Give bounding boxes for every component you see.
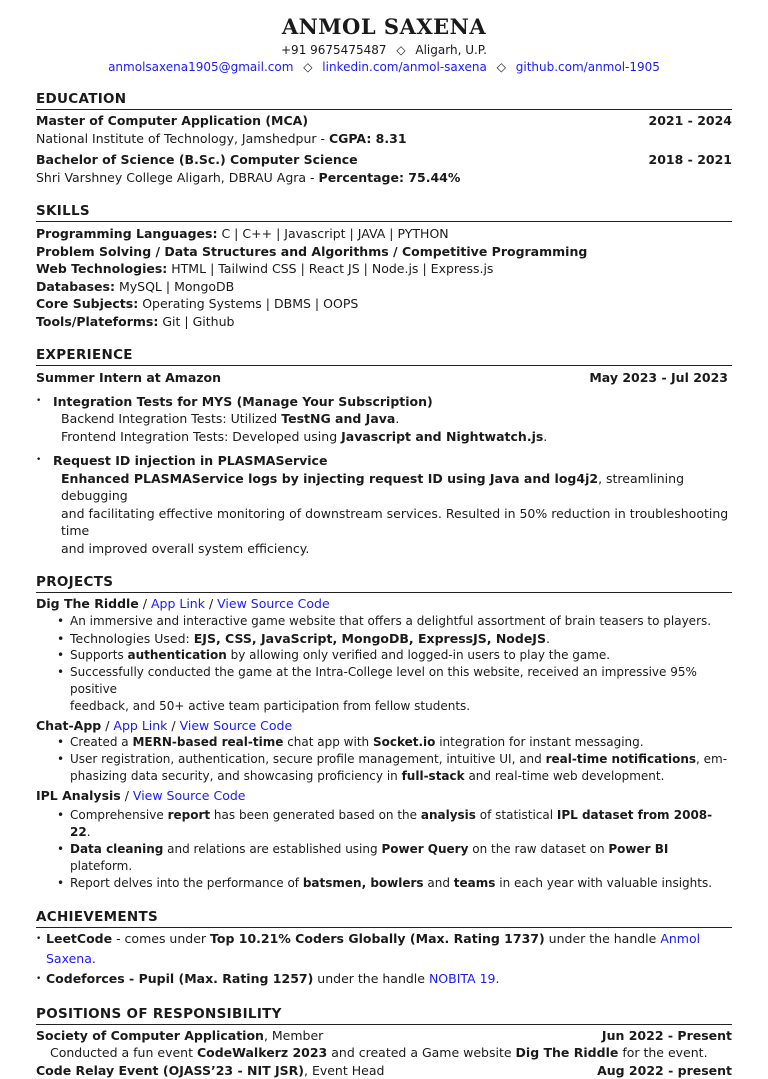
item-bold: report — [168, 808, 211, 822]
skill-value: Tailwind CSS — [218, 261, 296, 276]
experience-role: Summer Intern at Amazon — [36, 369, 221, 387]
skill-value: Git — [162, 314, 180, 329]
pipe-divider: | — [364, 261, 368, 276]
item-text: and created a Game website — [327, 1045, 515, 1060]
source-code-link[interactable]: View Source Code — [180, 718, 293, 733]
item-bold: Dig The Riddle — [516, 1045, 619, 1060]
pipe-divider: | — [184, 314, 188, 329]
candidate-name: ANMOL SAXENA — [36, 0, 732, 42]
skill-value: React JS — [309, 261, 360, 276]
handle-link[interactable]: Anmol Saxena — [46, 931, 700, 966]
project-title-row — [36, 595, 732, 613]
item-text: has been generated based on the — [210, 808, 421, 822]
pipe-divider: | — [266, 296, 270, 311]
experience-detail: and facilitating effective monitoring of downstream services. Resulted in 50% reduction in troubleshooting time — [53, 505, 732, 540]
project-bullets — [36, 613, 732, 715]
list-item — [36, 807, 732, 841]
degree-title: Master of Computer Application (MCA) — [36, 112, 308, 130]
experience-detail — [53, 470, 732, 505]
item-text: chat app with — [283, 735, 373, 749]
item-text: Conducted a fun event — [50, 1045, 197, 1060]
degree-title: Bachelor of Science (B.Sc.) Computer Science — [36, 151, 358, 169]
experience-detail: and improved overall system efficiency. — [53, 540, 732, 558]
skill-line — [36, 225, 732, 243]
item-bold: MERN-based real-time — [132, 735, 283, 749]
skill-value: Node.js — [372, 261, 419, 276]
skill-line: Problem Solving / Data Structures and Algorithms / Competitive Programming — [36, 243, 732, 261]
position-row — [36, 1027, 732, 1045]
item-bold: Data cleaning — [70, 842, 163, 856]
section-projects-heading: PROJECTS — [36, 573, 732, 593]
slash-divider: / — [125, 788, 133, 803]
project-name: Dig The Riddle — [36, 596, 139, 611]
pipe-divider: | — [315, 296, 319, 311]
item-bold: EJS, CSS, JavaScript, MongoDB, ExpressJS, NodeJS — [194, 631, 546, 646]
bullet-icon: • — [36, 393, 41, 411]
position-dates: Aug 2022 - present — [597, 1062, 732, 1079]
position-dates: Jun 2022 - Present — [602, 1027, 732, 1045]
detail-text: . — [543, 429, 547, 444]
pipe-divider: | — [301, 261, 305, 276]
detail-text: . — [395, 411, 399, 426]
email-link[interactable]: anmolsaxena1905@gmail.com — [108, 60, 293, 74]
separator-icon: ◇ — [497, 60, 506, 74]
location: Aligarh, U.P. — [415, 43, 487, 57]
position-row — [36, 1062, 732, 1079]
list-item — [36, 751, 732, 785]
item-bold: full-stack — [402, 769, 465, 783]
experience-detail — [53, 428, 732, 446]
slash-divider: / — [143, 596, 151, 611]
item-bold: Power Query — [381, 842, 468, 856]
skill-value: MySQL — [119, 279, 162, 294]
school-name: Shri Varshney College Aligarh, DBRAU Agra - — [36, 170, 319, 185]
separator-icon: ◇ — [396, 43, 405, 57]
project-bullets — [36, 734, 732, 785]
phone-number: +91 9675475487 — [281, 43, 387, 57]
list-item — [36, 969, 732, 989]
skill-value: OOPS — [323, 296, 358, 311]
skill-value: Operating Systems — [142, 296, 262, 311]
item-bold: Society of Computer Application — [36, 1028, 264, 1043]
item-text: in each year with valuable insights. — [495, 876, 712, 890]
skill-value: HTML — [171, 261, 206, 276]
item-text: - comes under — [112, 931, 210, 946]
list-item — [36, 664, 732, 715]
pipe-divider: | — [234, 226, 238, 241]
source-code-link[interactable]: View Source Code — [133, 788, 246, 803]
project-title-row — [36, 717, 732, 735]
item-text: under the handle — [313, 971, 429, 986]
skill-label: Web Technologies: — [36, 261, 167, 276]
pipe-divider: | — [166, 279, 170, 294]
item-bold: CodeWalkerz 2023 — [197, 1045, 327, 1060]
bullet-icon: • — [36, 452, 41, 470]
section-positions-heading: POSITIONS OF RESPONSIBILITY — [36, 1005, 732, 1025]
item-text: Report delves into the performance of — [70, 876, 303, 890]
detail-bold: TestNG and Java — [281, 411, 395, 426]
experience-detail — [53, 410, 732, 428]
item-bold: real-time notifications — [546, 752, 696, 766]
item-text: on the raw dataset on — [468, 842, 608, 856]
item-text: for the event. — [618, 1045, 707, 1060]
contact-line-1 — [36, 42, 732, 59]
project-name: IPL Analysis — [36, 788, 121, 803]
item-bold: Socket.io — [373, 735, 435, 749]
detail-bold: Javascript and Nightwatch.js — [341, 429, 543, 444]
item-text: . — [495, 971, 499, 986]
project-name: Chat-App — [36, 718, 101, 733]
item-bold: Power BI — [608, 842, 668, 856]
item-bold: batsmen, bowlers — [303, 876, 424, 890]
detail-text: , streamlining debugging — [61, 471, 684, 504]
skill-label: Core Subjects: — [36, 296, 138, 311]
github-link[interactable]: github.com/anmol-1905 — [516, 60, 660, 74]
item-bold: Codeforces - Pupil (Max. Rating 1257) — [46, 971, 313, 986]
education-item — [36, 112, 732, 147]
item-bold: Code Relay Event (OJASS’23 - NIT JSR) — [36, 1063, 304, 1078]
experience-bullet — [36, 393, 732, 446]
skill-value: DBMS — [274, 296, 311, 311]
item-text: Created a — [70, 735, 132, 749]
pipe-divider: | — [210, 261, 214, 276]
position-title — [36, 1027, 323, 1045]
section-skills-heading: SKILLS — [36, 202, 732, 222]
item-text: Technologies Used: — [70, 631, 194, 646]
skill-line — [36, 278, 732, 296]
item-text: , em- — [696, 752, 727, 766]
item-text: phasizing data security, and showcasing proficiency in — [70, 769, 402, 783]
item-text: under the handle — [545, 931, 661, 946]
skill-value: Express.js — [431, 261, 494, 276]
item-text: . — [87, 825, 91, 839]
skill-value: C++ — [242, 226, 272, 241]
skill-value: Github — [193, 314, 235, 329]
separator-icon: ◇ — [303, 60, 312, 74]
item-text: Successfully conducted the game at the Intra-College level on this website, received an impressive 95% positive — [70, 665, 697, 696]
project-title-row — [36, 787, 732, 805]
degree-dates: 2021 - 2024 — [649, 112, 732, 130]
item-text: Supports — [70, 648, 128, 662]
skills-list — [36, 225, 732, 330]
list-item — [36, 929, 732, 969]
item-text: . — [546, 631, 550, 646]
skill-label: Programming Languages: — [36, 226, 217, 241]
item-bold: Top 10.21% Coders Globally (Max. Rating 1737) — [210, 931, 545, 946]
project-bullets — [36, 807, 732, 892]
item-text: by allowing only verified and logged-in users to play the game. — [227, 648, 610, 662]
school-score: CGPA: 8.31 — [329, 131, 407, 146]
slash-divider: / — [205, 596, 217, 611]
list-item — [36, 630, 732, 647]
item-text: , Member — [264, 1028, 323, 1043]
school-score: Percentage: 75.44% — [319, 170, 461, 185]
skill-value: JAVA — [358, 226, 386, 241]
source-code-link[interactable]: View Source Code — [217, 596, 330, 611]
slash-divider: / — [105, 718, 113, 733]
section-experience-heading: EXPERIENCE — [36, 346, 732, 366]
item-text: feedback, and 50+ active team participation from fellow students. — [70, 699, 470, 713]
item-text: and relations are established using — [163, 842, 381, 856]
list-item — [36, 734, 732, 751]
item-bold: teams — [454, 876, 496, 890]
school-name: National Institute of Technology, Jamshedpur - — [36, 131, 329, 146]
skill-label: Databases: — [36, 279, 115, 294]
linkedin-link[interactable]: linkedin.com/anmol-saxena — [322, 60, 487, 74]
skill-value: Javascript — [284, 226, 345, 241]
item-text: , Event Head — [304, 1063, 384, 1078]
detail-bold: Enhanced PLASMAService logs by injecting request ID using Java and log4j2 — [61, 471, 598, 486]
detail-text: Frontend Integration Tests: Developed using — [61, 429, 341, 444]
skill-line — [36, 260, 732, 278]
achievements-list — [36, 929, 732, 989]
skill-value: PYTHON — [398, 226, 449, 241]
list-item: • An immersive and interactive game website that offers a delightful assortment of brain teasers to players. — [36, 613, 732, 630]
app-link[interactable]: App Link — [113, 718, 167, 733]
item-bold: authentication — [128, 648, 227, 662]
item-text: . — [92, 951, 96, 966]
section-achievements-heading: ACHIEVEMENTS — [36, 908, 732, 928]
item-text: Comprehensive — [70, 808, 168, 822]
section-education-heading: EDUCATION — [36, 90, 732, 110]
position-description — [36, 1044, 732, 1062]
handle-link[interactable]: NOBITA 19 — [429, 971, 496, 986]
experience-bullet — [36, 452, 732, 557]
experience-role-row — [36, 369, 732, 387]
contact-line-2 — [36, 59, 732, 76]
skill-label: Tools/Plateforms: — [36, 314, 158, 329]
pipe-divider: | — [350, 226, 354, 241]
item-text: plateform. — [70, 859, 132, 873]
experience-bullet-heading: Integration Tests for MYS (Manage Your Subscription) — [53, 393, 732, 411]
experience-dates: May 2023 - Jul 2023 — [589, 369, 732, 387]
item-text: and real-time web development. — [465, 769, 665, 783]
item-text: of statistical — [476, 808, 557, 822]
pipe-divider: | — [422, 261, 426, 276]
list-item — [36, 841, 732, 875]
item-text: User registration, authentication, secure profile management, intuitive UI, and — [70, 752, 546, 766]
item-bold: analysis — [421, 808, 476, 822]
experience-bullet-heading: Request ID injection in PLASMAService — [53, 452, 732, 470]
item-bold: IPL dataset from 2008-22 — [70, 808, 712, 839]
item-text: and — [424, 876, 454, 890]
degree-dates: 2018 - 2021 — [649, 151, 732, 169]
skill-value: MongoDB — [174, 279, 234, 294]
item-bold: LeetCode — [46, 931, 112, 946]
pipe-divider: | — [389, 226, 393, 241]
skill-line — [36, 313, 732, 331]
list-item — [36, 875, 732, 892]
pipe-divider: | — [276, 226, 280, 241]
item-text: integration for instant messaging. — [435, 735, 643, 749]
skill-line — [36, 295, 732, 313]
app-link[interactable]: App Link — [151, 596, 205, 611]
position-title — [36, 1062, 384, 1079]
list-item — [36, 647, 732, 664]
education-item — [36, 151, 732, 186]
slash-divider: / — [167, 718, 179, 733]
detail-text: Backend Integration Tests: Utilized — [61, 411, 281, 426]
skill-value: C — [221, 226, 230, 241]
